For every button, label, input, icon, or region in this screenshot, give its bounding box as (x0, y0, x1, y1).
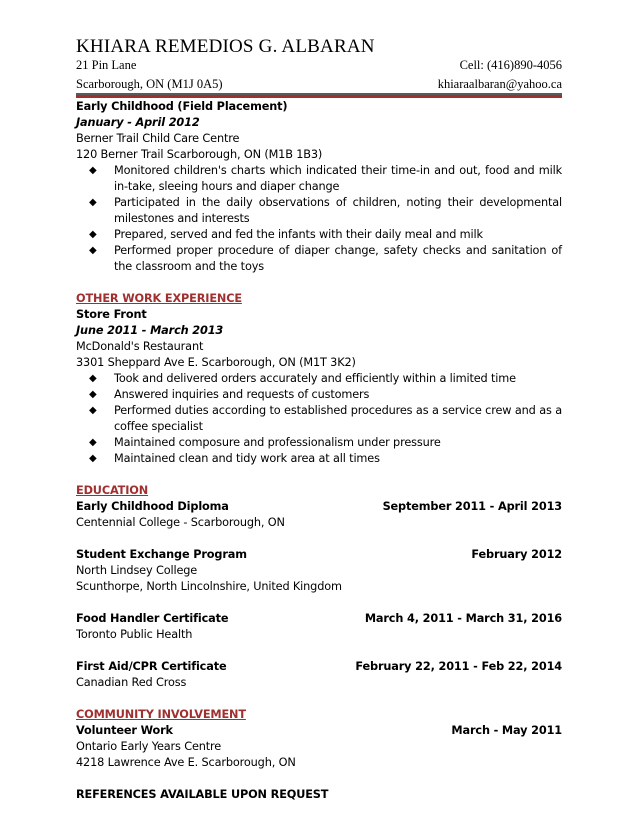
placement-employer: Berner Trail Child Care Centre (76, 132, 240, 145)
cell-phone: Cell: (416)890-4056 (459, 58, 562, 72)
placement-address: 120 Berner Trail Scarborough, ON (M1B 1B3) (76, 148, 323, 161)
credential-title: Early Childhood Diploma (76, 500, 229, 513)
bullet-icon: ◆ (89, 197, 97, 208)
volunteer-org: Ontario Early Years Centre (76, 740, 222, 753)
duty-item: ◆ Took and delivered orders accurately and efficiently within a limited time (89, 372, 516, 385)
bullet-icon: ◆ (89, 229, 97, 240)
community-section (76, 707, 562, 771)
volunteer-title: Volunteer Work (76, 724, 173, 737)
bullet-icon: ◆ (89, 437, 97, 448)
section-gap (76, 467, 562, 483)
credential-title: First Aid/CPR Certificate (76, 660, 227, 673)
job-dates: June 2011 - March 2013 (76, 324, 224, 337)
job-employer: McDonald's Restaurant (76, 340, 204, 353)
credential-date: February 22, 2011 - Feb 22, 2014 (355, 660, 562, 673)
placement-dates: January - April 2012 (76, 116, 200, 129)
duty-item: ◆ Performed proper procedure of diaper change, safety checks and sanitation of the classroom and the toys (89, 244, 562, 273)
entry-gap (76, 531, 562, 547)
duty-item: ◆ Maintained clean and tidy work area at all times (89, 452, 380, 465)
header-divider-red (76, 95, 562, 98)
bullet-icon: ◆ (89, 405, 97, 416)
credential-date: February 2012 (471, 548, 562, 561)
bullet-icon: ◆ (89, 245, 97, 256)
duty-item: ◆ Participated in the daily observations of children, noting their developmental milestones and interests (89, 196, 562, 225)
section-gap (76, 691, 562, 707)
job-duties (76, 371, 562, 467)
volunteer-address: 4218 Lawrence Ave E. Scarborough, ON (76, 756, 296, 769)
bullet-icon: ◆ (89, 389, 97, 400)
entry-gap (76, 643, 562, 659)
references-note: REFERENCES AVAILABLE UPON REQUEST (76, 788, 329, 801)
education-section (76, 483, 562, 691)
credential-institution: North Lindsey College (76, 564, 198, 577)
credential-title: Food Handler Certificate (76, 612, 229, 625)
address-line-1: 21 Pin Lane (76, 58, 137, 72)
resume-body (76, 99, 562, 803)
placement-section (76, 99, 562, 275)
applicant-name: KHIARA REMEDIOS G. ALBARAN (76, 36, 375, 57)
other-work-section (76, 291, 562, 467)
placement-title: Early Childhood (Field Placement) (76, 100, 288, 113)
credential-institution: Toronto Public Health (76, 628, 193, 641)
header-line-2 (76, 77, 562, 92)
job-address: 3301 Sheppard Ave E. Scarborough, ON (M1T 3K2) (76, 356, 356, 369)
section-heading-education: EDUCATION (76, 484, 149, 497)
education-entry (76, 499, 562, 515)
credential-date: March 4, 2011 - March 31, 2016 (364, 612, 562, 625)
duty-item: ◆ Performed duties according to established procedures as a service crew and as a coffee specialist (89, 404, 562, 433)
job-title: Store Front (76, 308, 147, 321)
entry-gap (76, 595, 562, 611)
duty-item: ◆ Answered inquiries and requests of customers (89, 388, 370, 401)
education-entry (76, 547, 562, 563)
education-entry (76, 611, 562, 627)
credential-institution: Centennial College - Scarborough, ON (76, 516, 285, 529)
bullet-icon: ◆ (89, 373, 97, 384)
credential-location: Scunthorpe, North Lincolnshire, United Kingdom (76, 580, 342, 593)
duty-item: ◆ Prepared, served and fed the infants with their daily meal and milk (89, 228, 483, 241)
section-gap (76, 771, 562, 787)
volunteer-date: March - May 2011 (451, 724, 562, 737)
education-entry (76, 659, 562, 675)
email-address: khiaraalbaran@yahoo.ca (437, 77, 562, 91)
section-gap (76, 275, 562, 291)
community-entry (76, 723, 562, 739)
credential-date: September 2011 - April 2013 (382, 500, 562, 513)
header-line-1 (76, 58, 562, 73)
duty-item: ◆ Monitored children's charts which indicated their time-in and out, food and milk in-take, sleeing hours and diaper change (89, 164, 562, 193)
credential-title: Student Exchange Program (76, 548, 247, 561)
section-heading-community: COMMUNITY INVOLVEMENT (76, 708, 246, 721)
section-heading-other-work: OTHER WORK EXPERIENCE (76, 292, 242, 305)
bullet-icon: ◆ (89, 165, 97, 176)
address-line-2: Scarborough, ON (M1J 0A5) (76, 77, 223, 91)
credential-institution: Canadian Red Cross (76, 676, 187, 689)
placement-duties (76, 163, 562, 275)
bullet-icon: ◆ (89, 453, 97, 464)
duty-item: ◆ Maintained composure and professionalism under pressure (89, 436, 441, 449)
